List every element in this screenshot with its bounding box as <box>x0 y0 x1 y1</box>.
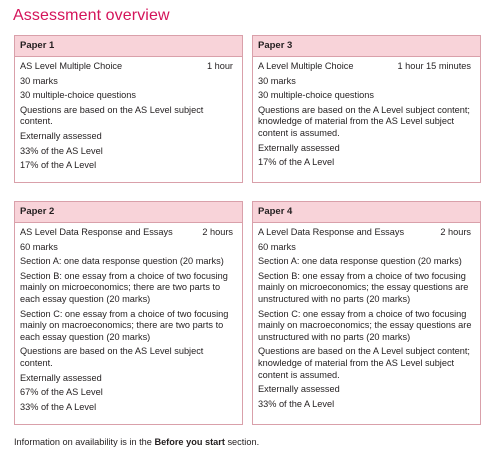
paper-name-row <box>258 227 475 239</box>
paper-detail: 30 marks <box>258 75 296 86</box>
paper-detail: 60 marks <box>20 241 58 252</box>
paper-detail: 33% of the A Level <box>20 401 97 412</box>
page-title: Assessment overview <box>13 7 170 24</box>
paper-detail: Section A: one data response question (20 marks) <box>258 256 462 267</box>
paper-2-panel <box>14 201 243 425</box>
paper-detail: Externally assessed <box>20 130 102 141</box>
paper-name-row <box>20 227 237 239</box>
paper-heading: Paper 1 <box>15 36 242 57</box>
paper-heading: Paper 3 <box>253 36 480 57</box>
paper-name: A Level Data Response and Essays <box>258 227 405 237</box>
paper-detail: 60 marks <box>258 241 296 252</box>
paper-duration: 1 hour <box>206 61 233 71</box>
paper-name: AS Level Data Response and Essays <box>20 227 173 237</box>
paper-detail: Section A: one data response question (20 marks) <box>20 256 224 267</box>
paper-detail: 30 multiple-choice questions <box>258 90 374 101</box>
paper-detail: 30 multiple-choice questions <box>20 90 136 101</box>
availability-note <box>14 437 259 447</box>
paper-duration: 2 hours <box>202 227 233 237</box>
paper-detail: Questions are based on the A Level subject content; knowledge of material from the AS Level subject content is assumed. <box>258 104 470 138</box>
paper-detail: 33% of the AS Level <box>20 145 103 156</box>
footer-text-suffix: section. <box>224 437 260 447</box>
paper-detail: Questions are based on the AS Level subject content. <box>20 104 204 127</box>
paper-name-row <box>20 61 237 73</box>
paper-detail: 33% of the A Level <box>258 398 335 409</box>
paper-detail: 30 marks <box>20 75 58 86</box>
paper-detail: Externally assessed <box>20 372 102 383</box>
paper-4-panel <box>252 201 481 425</box>
paper-detail: Section C: one essay from a choice of two focusing mainly on macroeconomics; there are two parts to each essay question (20 marks) <box>20 308 229 342</box>
paper-heading: Paper 4 <box>253 202 480 223</box>
paper-detail: Questions are based on the AS Level subject content. <box>20 346 204 368</box>
footer-text-prefix: Information on availability is in the <box>14 437 155 447</box>
paper-detail: Externally assessed <box>258 142 340 153</box>
paper-name-row <box>258 61 475 73</box>
paper-name: AS Level Multiple Choice <box>20 61 123 71</box>
paper-detail: 67% of the AS Level <box>20 387 103 398</box>
paper-name: A Level Multiple Choice <box>258 61 354 71</box>
before-you-start-ref: Before you start <box>154 437 225 447</box>
paper-detail: 17% of the A Level <box>258 157 335 168</box>
paper-detail: Section B: one essay from a choice of two focusing mainly on microeconomics; the essay questions are unstructured with no parts (20 marks) <box>258 270 469 304</box>
paper-heading: Paper 2 <box>15 202 242 223</box>
paper-1-panel <box>14 35 243 183</box>
paper-3-panel <box>252 35 481 183</box>
paper-detail: Questions are based on the A Level subject content; knowledge of material from the AS Level subject content is assumed. <box>258 346 470 380</box>
paper-detail: Section C: one essay from a choice of two focusing mainly on macroeconomics; the essay questions are unstructured with no parts (20 marks) <box>258 308 472 342</box>
paper-duration: 2 hours <box>440 227 471 237</box>
paper-duration: 1 hour 15 minutes <box>397 61 471 71</box>
paper-detail: Section B: one essay from a choice of two focusing mainly on microeconomics; there are two parts to each essay question (20 marks) <box>20 270 228 304</box>
paper-detail: 17% of the A Level <box>20 160 97 171</box>
paper-detail: Externally assessed <box>258 384 340 395</box>
